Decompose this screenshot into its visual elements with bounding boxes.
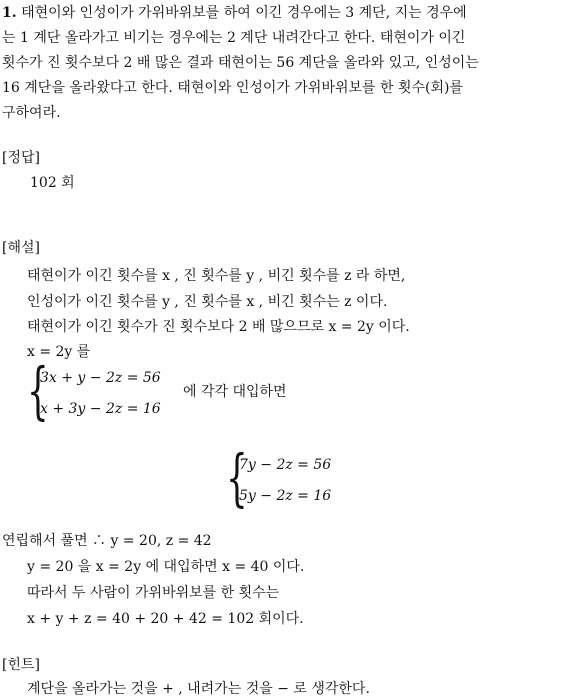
hint-text: 계단을 올라가는 것을 + , 내려가는 것을 − 로 생각한다.: [27, 681, 370, 697]
system1-eq2: x + 3y − 2z = 16: [40, 401, 161, 417]
problem-number: 1.: [2, 5, 17, 21]
problem-line-3: 횟수가 진 횟수보다 2 배 많은 결과 태현이는 56 계단을 올라와 있고, 인성이는: [2, 55, 479, 71]
problem-line-2: 는 1 계단 올라가고 비기는 경우에는 2 계단 내려간다고 한다. 태현이가 이긴: [2, 30, 466, 46]
solution-line-3: 태현이가 이긴 횟수가 진 횟수보다 2 배 많으므로 x = 2y 이다.: [27, 319, 410, 335]
problem-line-1: [2, 3, 467, 23]
system2-brace: {: [226, 441, 248, 514]
solution-line-4: x = 2y 를: [27, 344, 91, 360]
answer-label: [정답]: [2, 150, 40, 166]
system2-eq2: 5y − 2z = 16: [239, 488, 332, 504]
problem-line-5: 구하여라.: [2, 105, 61, 121]
hint-label: [힌트]: [2, 657, 40, 673]
system1-eq1: 3x + y − 2z = 56: [40, 370, 161, 386]
after-line-2: 따라서 두 사람이 가위바위보를 한 횟수는: [27, 585, 280, 601]
answer-value: 102 회: [30, 175, 75, 191]
problem-line-4: 16 계단을 올라왔다고 한다. 태현이와 인성이가 가위바위보를 한 횟수(회)를: [2, 80, 463, 96]
solution-line-2: 인성이가 이긴 횟수를 y , 진 횟수를 x , 비긴 횟수는 z 이다.: [27, 294, 388, 310]
problem-text-1: 태현이와 인성이가 가위바위보를 하여 이긴 경우에는 3 계단, 지는 경우에: [21, 5, 467, 21]
solution-line-1: 태현이가 이긴 횟수를 x , 진 횟수를 y , 비긴 횟수를 z 라 하면,: [27, 268, 406, 284]
system1-note: 에 각각 대입하면: [183, 384, 287, 400]
system2-eq1: 7y − 2z = 56: [239, 457, 332, 473]
after-line-1: y = 20 을 x = 2y 에 대입하면 x = 40 이다.: [27, 559, 305, 575]
system1-brace: {: [27, 354, 49, 427]
after-line-3: x + y + z = 40 + 20 + 42 = 102 회이다.: [27, 611, 304, 627]
solve-line: 연립해서 풀면 ∴ y = 20, z = 42: [2, 533, 212, 549]
solution-label: [해설]: [2, 240, 40, 256]
